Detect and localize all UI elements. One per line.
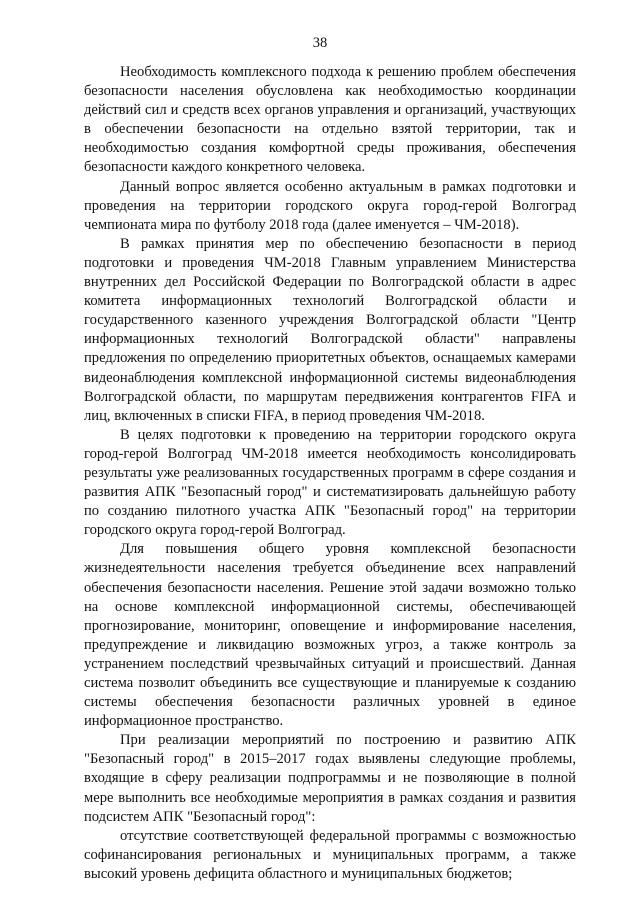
paragraph-world-cup-relevance: Данный вопрос является особенно актуальным в рамках подготовки и проведения на территории городского округа город-герой Волгоград чемпионата мира по футболу 2018 года (далее именуется – ЧМ-2018).	[84, 178, 576, 233]
paragraph-integrated-system: Для повышения общего уровня комплексной безопасности жизнедеятельности населения требуется объединение всех направлений обеспечения безопасности населения. Решение этой задачи возможно только на основе комплексной информационной системы, обеспечивающей прогнозирование, мониторинг, оповещение и информирование населения, предупреждение и ликвидацию возможных угроз, а также контроль за устранением последствий чрезвычайных ситуаций и происшествий. Данная система позволит объединить все существующие и планируемые к созданию системы обеспечения безопасности различных уровней в единое информационное пространство.	[84, 541, 576, 730]
paragraph-preparation-goals: В целях подготовки к проведению на территории городского округа город-герой Волгоград ЧМ-2018 имеется необходимость консолидировать результаты уже реализованных государственных программ в сфере создания и развития АПК "Безопасный город" и систематизировать дальнейшую работу по созданию пилотного участка АПК "Безопасный город" на территории городского округа город-герой Волгоград.	[84, 426, 576, 539]
paragraph-comprehensive-approach: Необходимость комплексного подхода к решению проблем обеспечения безопасности населения обусловлена как необходимостью координации действий сил и средств всех органов управления и организаций, участвующих в обеспечении безопасности на отдельно взятой территории, так и необходимостью создания комфортной среды проживания, обеспечения безопасности каждого конкретного человека.	[84, 64, 576, 176]
list-item-funding-problem: отсутствие соответствующей федеральной программы с возможностью софинансирования региональных и муниципальных программ, а также высокий уровень дефицита областного и муниципальных бюджетов;	[84, 827, 576, 882]
paragraph-implementation-problems: При реализации мероприятий по построению и развитию АПК "Безопасный город" в 2015–2017 годах выявлены следующие проблемы, входящие в сферу реализации подпрограммы и не позволяющие в полной мере выполнить все необходимые мероприятия в рамках создания и развития подсистем АПК "Безопасный город":	[84, 732, 576, 825]
paragraph-security-measures: В рамках принятия мер по обеспечению безопасности в период подготовки и проведения ЧМ-2018 Главным управлением Министерства внутренних дел Российской Федерации по Волгоградской области в адрес комитета информационных технологий Волгоградской области и государственного казенного учреждения Волгоградской области "Центр информационных технологий Волгоградской области" направлены предложения по определению приоритетных объектов, оснащаемых камерами видеонаблюдения комплексной информационной системы видеонаблюдения Волгоградской области, по маршрутам передвижения контрагентов FIFA и лиц, включенных в списки FIFA, в период проведения ЧМ-2018.	[84, 235, 576, 424]
page-number: 38	[312, 35, 328, 51]
body-text	[84, 63, 576, 884]
